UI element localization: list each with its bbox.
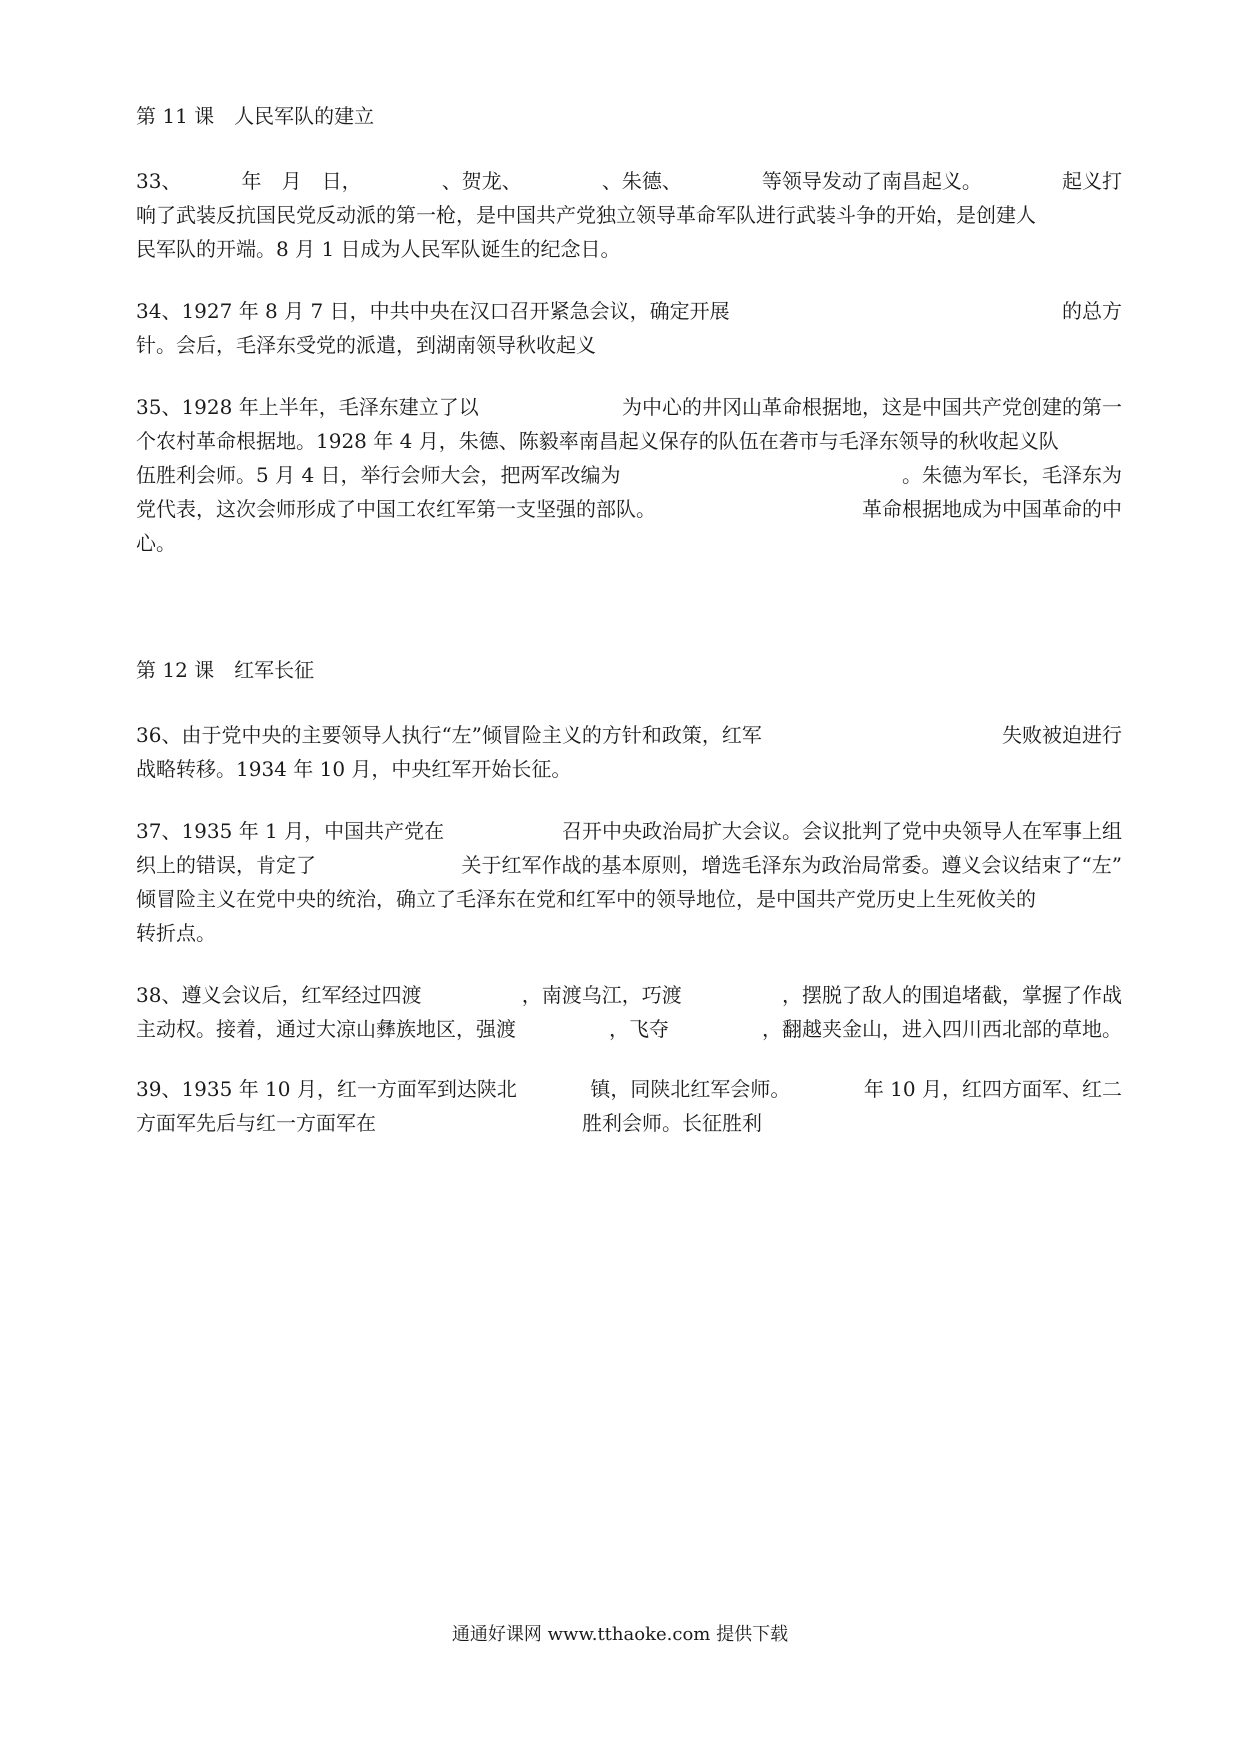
q37-text-2b: 关于红军作战的基本原则，增选毛泽东为政治局常委。遵义会议结束了“左” xyxy=(461,853,1122,877)
q33-helong: 、贺龙、 xyxy=(441,169,522,193)
q33-zhude: 、朱德、 xyxy=(601,169,682,193)
q33-day: 日， xyxy=(321,169,362,193)
q37-line-1 xyxy=(136,814,1122,848)
q36-text-1b: 失败被迫进行 xyxy=(1002,723,1122,747)
q36-line-2 xyxy=(136,752,1122,786)
q39-line-2 xyxy=(136,1106,1122,1140)
q39-line-1 xyxy=(136,1072,1122,1106)
q38-text-2b: ，飞夺 xyxy=(609,1017,669,1041)
q35-text-5: 心。 xyxy=(136,531,176,555)
q37-text-4: 转折点。 xyxy=(136,921,216,945)
q35-text-2: 个农村革命根据地。1928 年 4 月，朱德、陈毅率南昌起义保存的队伍在砻市与毛泽东领导的秋收起义队 xyxy=(136,429,1059,453)
q38-text-1c: ，摆脱了敌人的围追堵截，掌握了作战 xyxy=(781,983,1122,1007)
q35-line-1 xyxy=(136,390,1122,424)
q34-line-1 xyxy=(136,294,1122,328)
q34-line-2 xyxy=(136,328,1122,362)
q37-text-2a: 织上的错误，肯定了 xyxy=(136,853,316,877)
q33-line-2 xyxy=(136,198,1122,232)
q37-text-3: 倾冒险主义在党中央的统治，确立了毛泽东在党和红军中的领导地位，是中国共产党历史上生死攸关的 xyxy=(136,887,1036,911)
question-39 xyxy=(136,1072,1122,1140)
q33-line-3 xyxy=(136,232,1122,266)
q35-line-3 xyxy=(136,458,1122,492)
q39-text-1c: 年 10 月，红四方面军、红二 xyxy=(863,1077,1122,1101)
q38-text-1a: 38、遵义会议后，红军经过四渡 xyxy=(136,983,422,1007)
q36-text-2: 战略转移。1934 年 10 月，中央红军开始长征。 xyxy=(136,757,572,781)
q35-line-4 xyxy=(136,492,1122,526)
q36-line-1 xyxy=(136,718,1122,752)
q33-year: 年 xyxy=(241,169,262,193)
q39-text-1a: 39、1935 年 10 月，红一方面军到达陕北 xyxy=(136,1077,517,1101)
q38-text-2c: ，翻越夹金山，进入四川西北部的草地。 xyxy=(762,1017,1122,1041)
q38-line-2 xyxy=(136,1012,1122,1046)
question-34 xyxy=(136,294,1122,362)
q35-text-4b: 革命根据地成为中国革命的中 xyxy=(862,497,1122,521)
q35-text-1b: 为中心的井冈山革命根据地，这是中国共产党创建的第一 xyxy=(622,395,1122,419)
q38-text-1b: ，南渡乌江，巧渡 xyxy=(521,983,682,1007)
q33-text-2: 响了武装反抗国民党反动派的第一枪，是中国共产党独立领导革命军队进行武装斗争的开始，是创建人 xyxy=(136,203,1036,227)
q36-text-1a: 36、由于党中央的主要领导人执行“左”倾冒险主义的方针和政策，红军 xyxy=(136,723,762,747)
q35-text-3b: 。朱德为军长，毛泽东为 xyxy=(902,463,1122,487)
q37-line-2 xyxy=(136,848,1122,882)
q37-text-1b: 召开中央政治局扩大会议。会议批判了党中央领导人在军事上组 xyxy=(562,819,1122,843)
q35-text-1a: 35、1928 年上半年，毛泽东建立了以 xyxy=(136,395,479,419)
q37-line-4 xyxy=(136,916,1122,950)
q33-leaders: 等领导发动了南昌起义。 xyxy=(761,169,982,193)
page-footer: 通通好课网 www.tthaoke.com 提供下载 xyxy=(451,1624,789,1645)
q35-line-5 xyxy=(136,526,1122,560)
q34-text-1a: 34、1927 年 8 月 7 日，中共中央在汉口召开紧急会议，确定开展 xyxy=(136,299,730,323)
question-33 xyxy=(136,164,1122,266)
q33-month: 月 xyxy=(281,169,302,193)
q33-number: 33、 xyxy=(136,169,182,193)
q38-line-1 xyxy=(136,978,1122,1012)
q33-line-1 xyxy=(136,164,1122,198)
q34-text-1b: 的总方 xyxy=(1062,299,1122,323)
lesson-11-title: 第 11 课 人民军队的建立 xyxy=(136,104,375,128)
q39-text-2b: 胜利会师。长征胜利 xyxy=(582,1111,762,1135)
question-37 xyxy=(136,814,1122,950)
q34-text-2: 针。会后，毛泽东受党的派遣，到湖南领导秋收起义 xyxy=(136,333,596,357)
lesson-12-title: 第 12 课 红军长征 xyxy=(136,658,315,682)
q39-text-1b: 镇，同陕北红军会师。 xyxy=(590,1077,791,1101)
q35-line-2 xyxy=(136,424,1122,458)
q33-uprising: 起义打 xyxy=(1062,169,1122,193)
question-35 xyxy=(136,390,1122,560)
q33-text-3: 民军队的开端。8 月 1 日成为人民军队诞生的纪念日。 xyxy=(136,237,621,261)
q37-text-1a: 37、1935 年 1 月，中国共产党在 xyxy=(136,819,445,843)
q38-text-2a: 主动权。接着，通过大凉山彝族地区，强渡 xyxy=(136,1017,516,1041)
q35-text-3a: 伍胜利会师。5 月 4 日，举行会师大会，把两军改编为 xyxy=(136,463,621,487)
q37-line-3 xyxy=(136,882,1122,916)
question-38 xyxy=(136,978,1122,1046)
q39-text-2a: 方面军先后与红一方面军在 xyxy=(136,1111,376,1135)
q35-text-4a: 党代表，这次会师形成了中国工农红军第一支坚强的部队。 xyxy=(136,497,656,521)
question-36 xyxy=(136,718,1122,786)
